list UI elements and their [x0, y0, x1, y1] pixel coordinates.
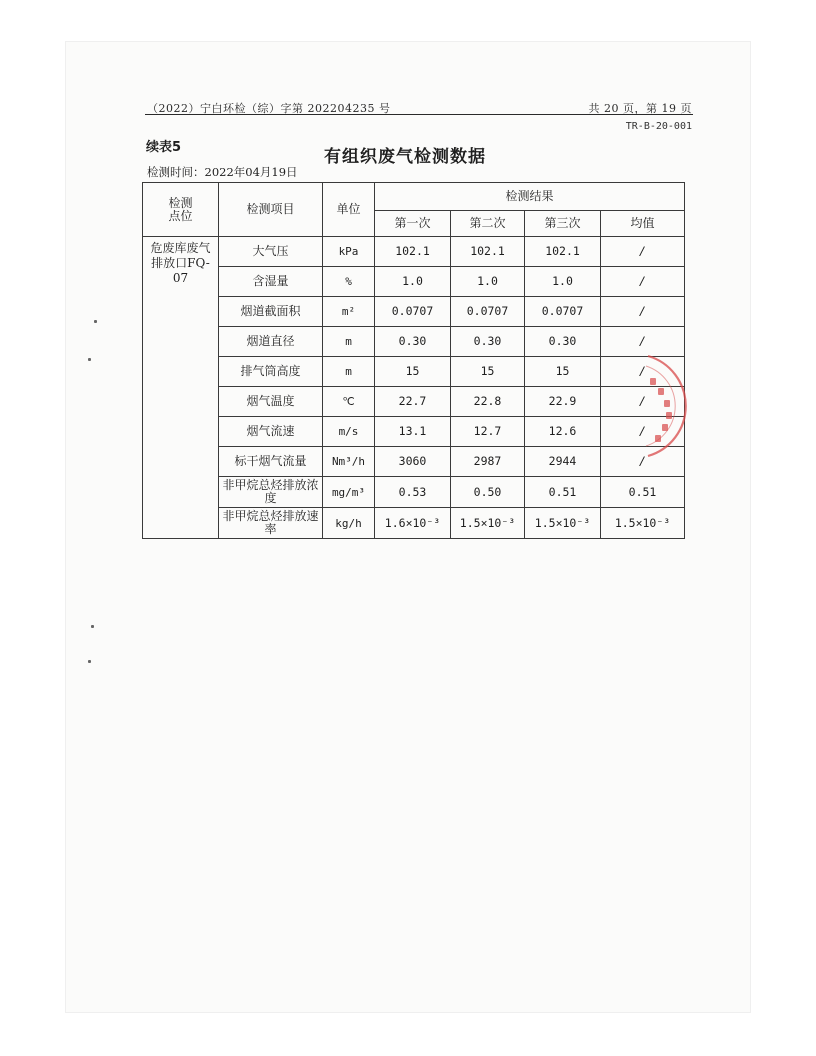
item-cell: 烟气温度	[219, 387, 323, 417]
unit-cell: m/s	[323, 417, 375, 447]
run2-cell: 2987	[451, 447, 525, 477]
run3-cell: 2944	[525, 447, 601, 477]
monitoring-data-table	[142, 182, 685, 539]
unit-cell: mg/m³	[323, 477, 375, 508]
table-row	[143, 237, 685, 267]
unit-cell: m	[323, 357, 375, 387]
avg-cell: /	[601, 267, 685, 297]
run2-cell: 22.8	[451, 387, 525, 417]
table-row	[143, 327, 685, 357]
run2-cell: 12.7	[451, 417, 525, 447]
run2-cell: 1.5×10⁻³	[451, 508, 525, 539]
run3-cell: 1.5×10⁻³	[525, 508, 601, 539]
header-item: 检测项目	[219, 183, 323, 237]
table-row	[143, 387, 685, 417]
run1-cell: 3060	[375, 447, 451, 477]
table-row	[143, 417, 685, 447]
run1-cell: 22.7	[375, 387, 451, 417]
run3-cell: 102.1	[525, 237, 601, 267]
page-info: 共 20 页，第 19 页	[588, 102, 692, 115]
item-cell: 排气筒高度	[219, 357, 323, 387]
scan-speck	[91, 625, 94, 628]
run1-cell: 15	[375, 357, 451, 387]
test-date: 检测时间：2022年04月19日	[147, 165, 298, 179]
run2-cell: 102.1	[451, 237, 525, 267]
header-results: 检测结果	[375, 183, 685, 211]
header-avg: 均值	[601, 211, 685, 237]
avg-cell: /	[601, 387, 685, 417]
item-cell: 烟气流速	[219, 417, 323, 447]
item-cell: 非甲烷总烃排放速率	[219, 508, 323, 539]
run1-cell: 0.0707	[375, 297, 451, 327]
run3-cell: 12.6	[525, 417, 601, 447]
item-cell: 标干烟气流量	[219, 447, 323, 477]
avg-cell: /	[601, 237, 685, 267]
document-code: TR-B-20-001	[625, 121, 692, 132]
unit-cell: Nm³/h	[323, 447, 375, 477]
run3-cell: 22.9	[525, 387, 601, 417]
avg-cell: 1.5×10⁻³	[601, 508, 685, 539]
header-rule	[145, 114, 693, 115]
run3-cell: 0.30	[525, 327, 601, 357]
run3-cell: 0.51	[525, 477, 601, 508]
unit-cell: m	[323, 327, 375, 357]
run3-cell: 1.0	[525, 267, 601, 297]
run2-cell: 1.0	[451, 267, 525, 297]
unit-cell: kPa	[323, 237, 375, 267]
avg-cell: /	[601, 327, 685, 357]
table-row	[143, 267, 685, 297]
run1-cell: 102.1	[375, 237, 451, 267]
table-row	[143, 357, 685, 387]
scan-speck	[88, 358, 91, 361]
item-cell: 非甲烷总烃排放浓度	[219, 477, 323, 508]
avg-cell: /	[601, 447, 685, 477]
item-cell: 大气压	[219, 237, 323, 267]
run1-cell: 1.6×10⁻³	[375, 508, 451, 539]
header-unit: 单位	[323, 183, 375, 237]
table-row	[143, 508, 685, 539]
header-run2: 第二次	[451, 211, 525, 237]
page-title: 有组织废气检测数据	[324, 147, 486, 167]
run1-cell: 0.53	[375, 477, 451, 508]
site-cell: 危废库废气 排放口FQ-07	[143, 237, 219, 539]
unit-cell: m²	[323, 297, 375, 327]
run2-cell: 15	[451, 357, 525, 387]
table-row	[143, 297, 685, 327]
unit-cell: ℃	[323, 387, 375, 417]
avg-cell: 0.51	[601, 477, 685, 508]
avg-cell: /	[601, 417, 685, 447]
run3-cell: 15	[525, 357, 601, 387]
unit-cell: %	[323, 267, 375, 297]
run2-cell: 0.50	[451, 477, 525, 508]
scan-speck	[88, 660, 91, 663]
run2-cell: 0.30	[451, 327, 525, 357]
item-cell: 含湿量	[219, 267, 323, 297]
header-site: 检测 点位	[143, 183, 219, 237]
table-row	[143, 477, 685, 508]
table-label: 续表5	[146, 140, 182, 155]
avg-cell: /	[601, 297, 685, 327]
table-row	[143, 447, 685, 477]
run2-cell: 0.0707	[451, 297, 525, 327]
run1-cell: 0.30	[375, 327, 451, 357]
unit-cell: kg/h	[323, 508, 375, 539]
item-cell: 烟道直径	[219, 327, 323, 357]
header-run1: 第一次	[375, 211, 451, 237]
scan-speck	[94, 320, 97, 323]
run1-cell: 13.1	[375, 417, 451, 447]
item-cell: 烟道截面积	[219, 297, 323, 327]
run3-cell: 0.0707	[525, 297, 601, 327]
report-number: （2022）宁白环检（综）字第 202204235 号	[147, 102, 391, 115]
run1-cell: 1.0	[375, 267, 451, 297]
header-row-1	[143, 183, 685, 211]
header-run3: 第三次	[525, 211, 601, 237]
avg-cell: /	[601, 357, 685, 387]
